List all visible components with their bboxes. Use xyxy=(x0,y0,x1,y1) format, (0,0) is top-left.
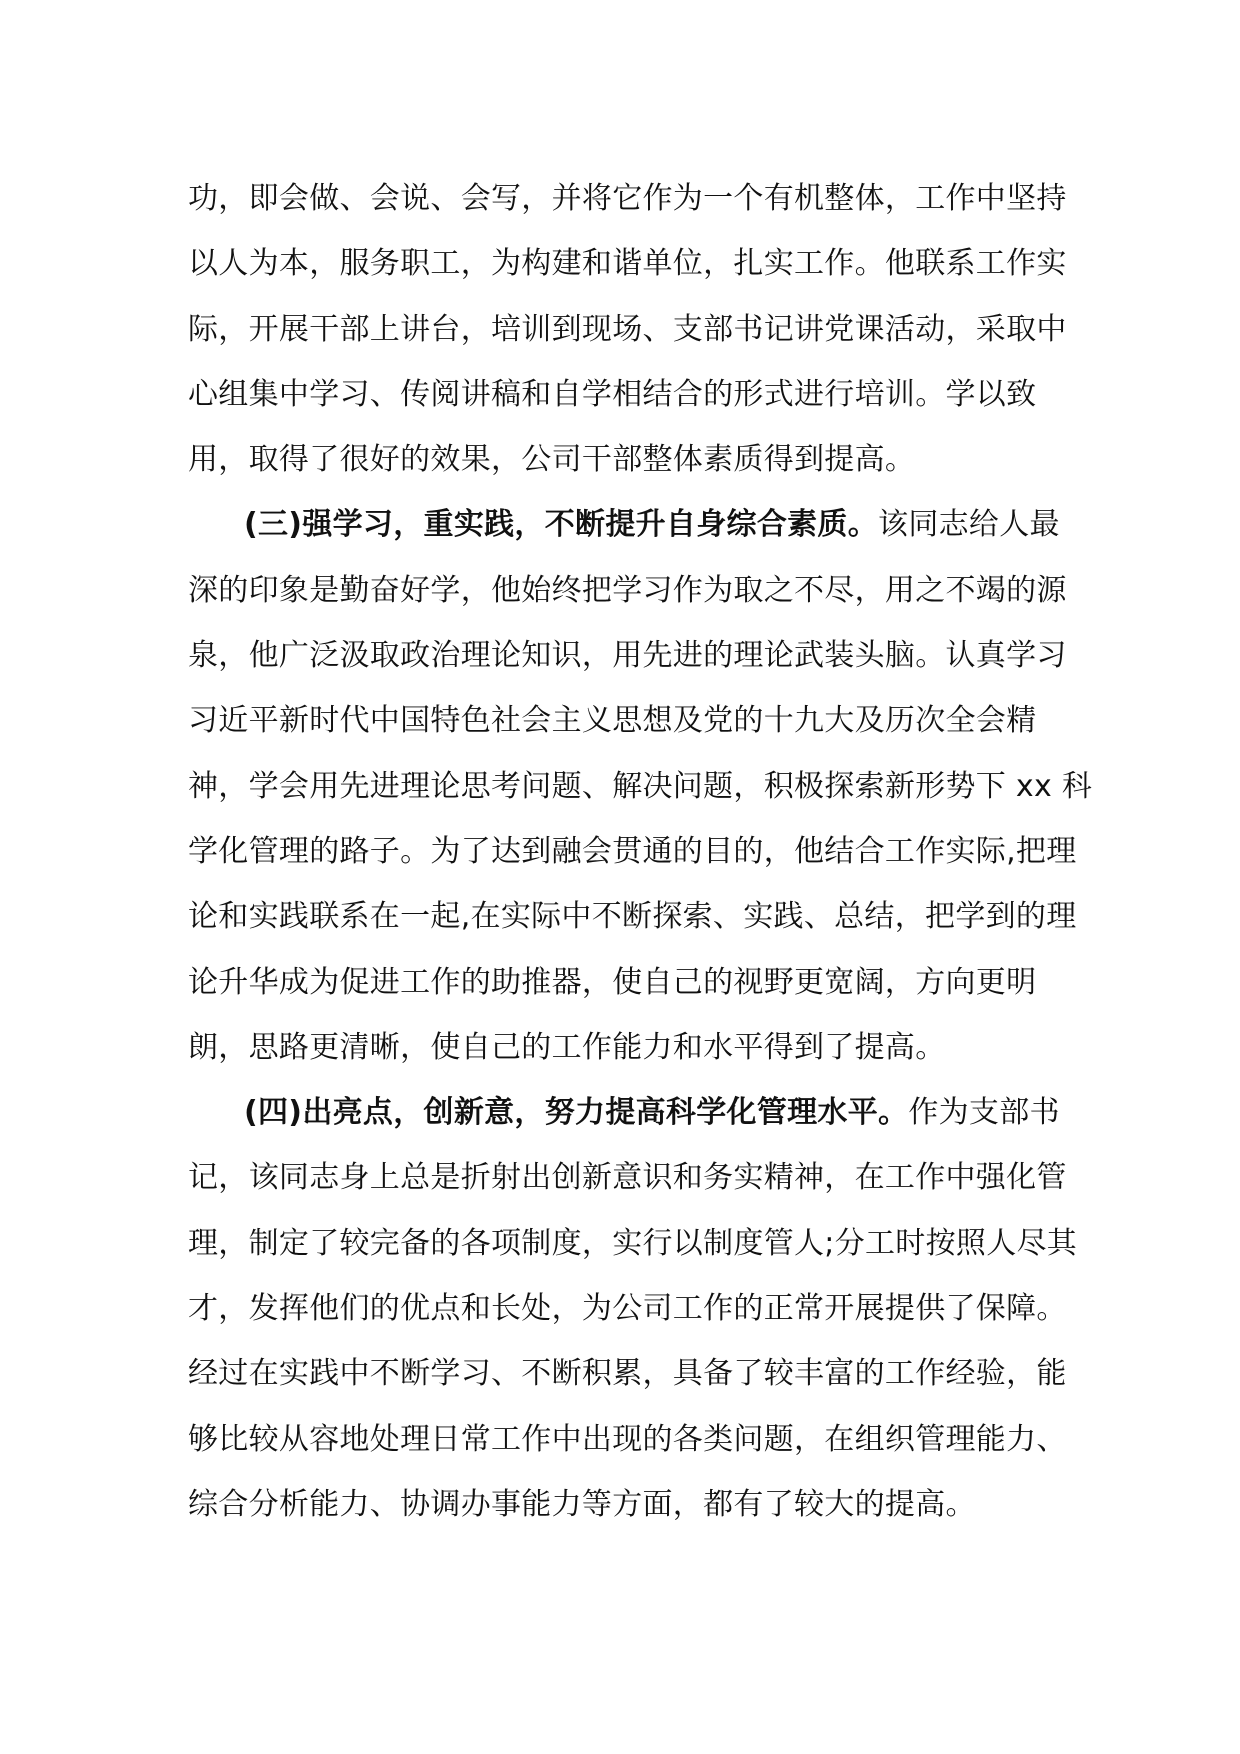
body-line xyxy=(188,558,1068,623)
body-text: 论升华成为促进工作的助推器，使自己的视野更宽阔，方向更明 xyxy=(188,964,1037,1000)
section-heading-3: (三)强学习，重实践，不断提升自身综合素质。 xyxy=(244,507,879,543)
body-line xyxy=(188,231,1068,296)
body-text: 际，开展干部上讲台，培训到现场、支部书记讲党课活动，采取中 xyxy=(188,311,1067,347)
body-line xyxy=(188,623,1068,688)
body-text: 朗，思路更清晰，使自己的工作能力和水平得到了提高。 xyxy=(188,1029,946,1065)
body-text: 记，该同志身上总是折射出创新意识和务实精神，在工作中强化管 xyxy=(188,1160,1067,1196)
body-text: 论和实践联系在一起,在实际中不断探索、实践、总结，把学到的理 xyxy=(188,899,1077,935)
body-line xyxy=(188,1472,1068,1537)
body-line xyxy=(188,1341,1068,1406)
body-line xyxy=(188,1015,1068,1080)
body-line xyxy=(188,427,1068,492)
section-heading-4: (四)出亮点，创新意，努力提高科学化管理水平。 xyxy=(244,1095,909,1131)
body-text: 用，取得了很好的效果，公司干部整体素质得到提高。 xyxy=(188,442,916,478)
body-line xyxy=(188,1145,1068,1210)
body-text: 学化管理的路子。为了达到融会贯通的目的，他结合工作实际,把理 xyxy=(188,833,1077,869)
body-line xyxy=(188,166,1068,231)
body-text: 理，制定了较完备的各项制度，实行以制度管人;分工时按照人尽其 xyxy=(188,1225,1078,1261)
body-text: 习近平新时代中国特色社会主义思想及党的十九大及历次全会精 xyxy=(188,703,1037,739)
body-line xyxy=(188,819,1077,884)
body-text: 才，发挥他们的优点和长处，为公司工作的正常开展提供了保障。 xyxy=(188,1291,1067,1327)
document-body xyxy=(188,166,1093,1537)
body-line xyxy=(188,884,1077,949)
body-text: 该同志给人最 xyxy=(878,507,1060,543)
section-heading-line xyxy=(188,492,1068,557)
body-text: 经过在实践中不断学习、不断积累，具备了较丰富的工作经验，能 xyxy=(188,1356,1067,1392)
body-line xyxy=(188,950,1068,1015)
body-text: 作为支部书 xyxy=(908,1095,1060,1131)
body-line xyxy=(188,1407,1068,1472)
body-text: 以人为本，服务职工，为构建和谐单位，扎实工作。他联系工作实 xyxy=(188,246,1067,282)
body-text: 神，学会用先进理论思考问题、解决问题，积极探索新形势下 xx 科 xyxy=(188,768,1093,804)
body-line xyxy=(188,297,1068,362)
section-heading-line xyxy=(188,1080,1068,1145)
body-line xyxy=(188,688,1068,753)
body-text: 功，即会做、会说、会写，并将它作为一个有机整体，工作中坚持 xyxy=(188,181,1067,216)
body-text: 够比较从容地处理日常工作中出现的各类问题，在组织管理能力、 xyxy=(188,1421,1067,1457)
body-line xyxy=(188,362,1068,427)
body-text: 心组集中学习、传阅讲稿和自学相结合的形式进行培训。学以致 xyxy=(188,376,1037,412)
body-text: 深的印象是勤奋好学，他始终把学习作为取之不尽，用之不竭的源 xyxy=(188,572,1067,608)
body-line xyxy=(188,1211,1078,1276)
body-text: 综合分析能力、协调办事能力等方面，都有了较大的提高。 xyxy=(188,1486,976,1522)
body-line xyxy=(188,1276,1068,1341)
body-text: 泉，他广泛汲取政治理论知识，用先进的理论武装头脑。认真学习 xyxy=(188,638,1067,674)
body-line xyxy=(188,754,1093,819)
